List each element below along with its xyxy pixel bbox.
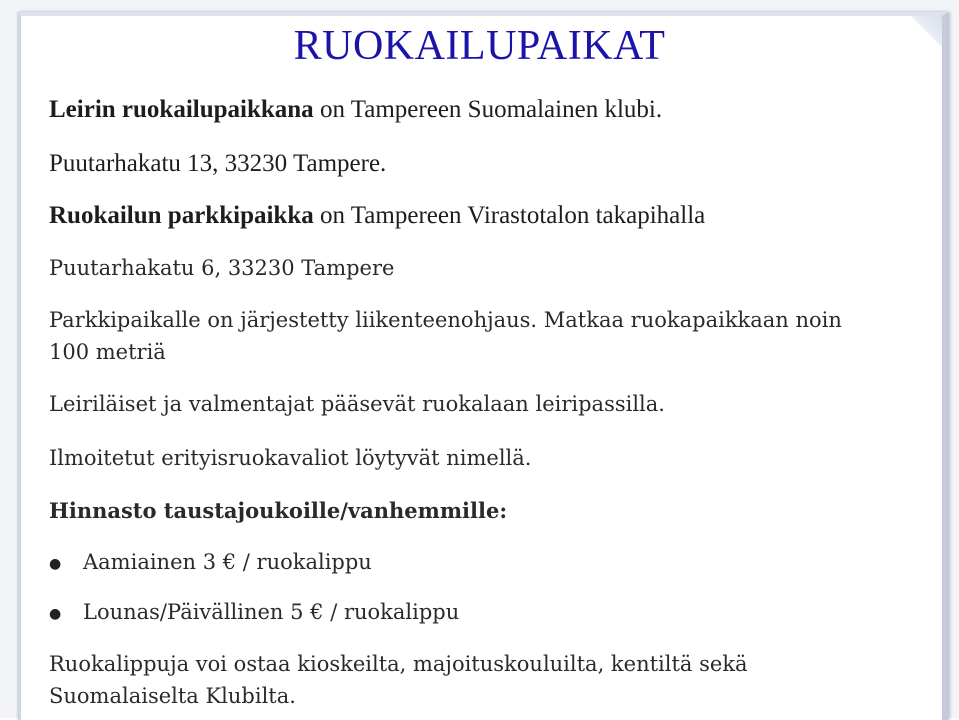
price-item-text: Lounas/Päivällinen 5 € / ruokalippu (83, 600, 460, 624)
price-item-lunch-dinner (49, 600, 460, 624)
paragraph-traffic-line2: 100 metriä (49, 340, 166, 364)
paragraph-ticket-sales-line1: Ruokalippuja voi ostaa kioskeilta, majoituskouluilta, kentiltä sekä (49, 652, 748, 676)
parking-label: Ruokailun parkkipaikka (49, 202, 314, 229)
bullet-icon: ● (49, 556, 62, 572)
paragraph-parking (49, 202, 705, 230)
price-item-breakfast (49, 550, 372, 574)
bullet-icon: ● (49, 606, 62, 622)
slide-title: RUOKAILUPAIKAT (293, 23, 666, 69)
paragraph-camp-pass: Leiriläiset ja valmentajat pääsevät ruokalaan leiripassilla. (49, 392, 665, 416)
price-item-text: Aamiainen 3 € / ruokalippu (83, 550, 372, 574)
venue-label: Leirin ruokailupaikkana (49, 96, 314, 123)
paragraph-venue-address: Puutarhakatu 13, 33230 Tampere. (49, 150, 387, 177)
paragraph-venue (49, 96, 662, 124)
price-list-heading: Hinnasto taustajoukoille/vanhemmille: (49, 498, 508, 523)
paragraph-ticket-sales-line2: Suomalaiselta Klubilta. (49, 684, 296, 708)
venue-text: on Tampereen Suomalainen klubi. (313, 96, 663, 123)
paragraph-special-diets: Ilmoitetut erityisruokavaliot löytyvät nimellä. (49, 446, 532, 470)
paragraph-traffic-line1: Parkkipaikalle on järjestetty liikenteenohjaus. Matkaa ruokapaikkaan noin (49, 308, 842, 332)
parking-text: on Tampereen Virastotalon takapihalla (313, 202, 706, 229)
paragraph-parking-address: Puutarhakatu 6, 33230 Tampere (49, 256, 395, 280)
